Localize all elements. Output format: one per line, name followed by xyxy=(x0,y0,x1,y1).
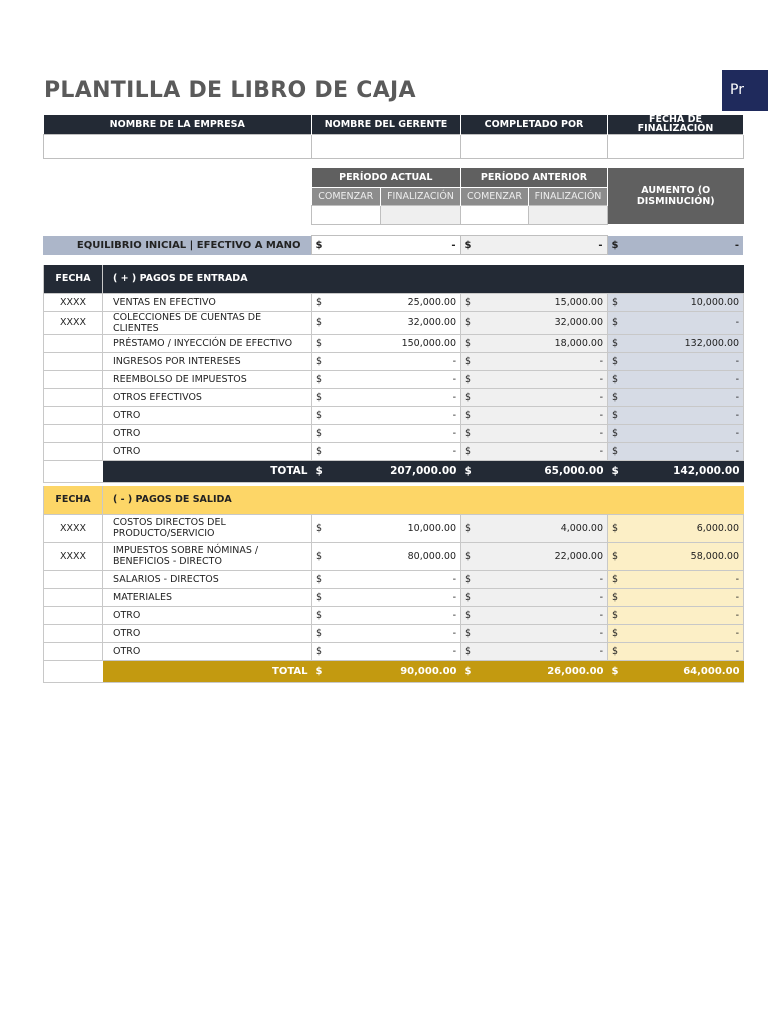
row-date[interactable] xyxy=(44,624,103,642)
table-row xyxy=(44,624,744,642)
row-change-amount[interactable]: $ - xyxy=(608,624,744,642)
row-change-amount[interactable]: $ - xyxy=(608,588,744,606)
row-previous-amount[interactable]: $ - xyxy=(461,352,608,370)
row-previous-amount[interactable]: $ - xyxy=(461,442,608,460)
row-description[interactable]: SALARIOS - DIRECTOS xyxy=(103,570,312,588)
row-change-amount[interactable]: $ - xyxy=(608,311,744,334)
row-previous-amount[interactable]: $ - xyxy=(461,424,608,442)
table-row xyxy=(44,442,744,460)
previous-period-header: PERÍODO ANTERIOR xyxy=(461,168,608,187)
row-description[interactable]: COSTOS DIRECTOS DEL PRODUCTO/SERVICIO xyxy=(103,514,312,542)
row-previous-amount[interactable]: $ - xyxy=(461,388,608,406)
row-date[interactable] xyxy=(44,442,103,460)
row-description[interactable]: OTRO xyxy=(103,606,312,624)
outgoing-section-title: ( - ) PAGOS DE SALIDA xyxy=(103,486,744,514)
row-description[interactable]: OTRO xyxy=(103,442,312,460)
row-change-amount[interactable]: $ 10,000.00 xyxy=(608,293,744,311)
row-change-amount[interactable]: $ 6,000.00 xyxy=(608,514,744,542)
current-start-field[interactable] xyxy=(312,205,381,224)
row-previous-amount[interactable]: $ 15,000.00 xyxy=(461,293,608,311)
table-row xyxy=(44,293,744,311)
previous-start-field[interactable] xyxy=(461,205,529,224)
row-change-amount[interactable]: $ - xyxy=(608,352,744,370)
row-date[interactable]: XXXX xyxy=(44,542,103,570)
row-date[interactable] xyxy=(44,352,103,370)
manager-name-field[interactable] xyxy=(312,134,461,158)
opening-balance-previous[interactable]: $ - xyxy=(460,236,607,255)
opening-balance-label: EQUILIBRIO INICIAL | EFECTIVO A MANO xyxy=(43,236,311,255)
total-previous: $ 65,000.00 xyxy=(461,460,608,482)
row-current-amount[interactable]: $ - xyxy=(312,424,461,442)
row-date[interactable]: XXXX xyxy=(44,514,103,542)
total-row xyxy=(44,460,744,482)
company-info-table xyxy=(43,115,744,159)
end-date-field[interactable] xyxy=(608,134,744,158)
total-label: TOTAL xyxy=(103,660,312,682)
row-description[interactable]: PRÉSTAMO / INYECCIÓN DE EFECTIVO xyxy=(103,334,312,352)
row-previous-amount[interactable]: $ 32,000.00 xyxy=(461,311,608,334)
row-current-amount[interactable]: $ - xyxy=(312,442,461,460)
current-end-label: FINALIZACIÓN xyxy=(381,187,461,205)
current-end-field[interactable] xyxy=(381,205,461,224)
table-row xyxy=(44,606,744,624)
previous-start-label: COMENZAR xyxy=(461,187,529,205)
total-current: $ 90,000.00 xyxy=(312,660,461,682)
row-description[interactable]: MATERIALES xyxy=(103,588,312,606)
row-previous-amount[interactable]: $ - xyxy=(461,570,608,588)
outgoing-payments-table xyxy=(43,486,744,683)
row-description[interactable]: OTRO xyxy=(103,424,312,442)
row-date[interactable] xyxy=(44,406,103,424)
period-table xyxy=(311,168,744,225)
row-date[interactable] xyxy=(44,424,103,442)
row-date[interactable] xyxy=(44,334,103,352)
row-date[interactable]: XXXX xyxy=(44,311,103,334)
row-current-amount[interactable]: $ - xyxy=(312,642,461,660)
row-description[interactable]: REEMBOLSO DE IMPUESTOS xyxy=(103,370,312,388)
row-previous-amount[interactable]: $ - xyxy=(461,588,608,606)
row-description[interactable]: IMPUESTOS SOBRE NÓMINAS / BENEFICIOS - DIRECTO xyxy=(103,542,312,570)
row-date[interactable] xyxy=(44,606,103,624)
previous-end-field[interactable] xyxy=(529,205,608,224)
date-column-header: FECHA xyxy=(44,265,103,293)
table-row xyxy=(44,642,744,660)
row-previous-amount[interactable]: $ - xyxy=(461,642,608,660)
table-row xyxy=(44,388,744,406)
row-current-amount[interactable]: $ - xyxy=(312,352,461,370)
header-manager-name: NOMBRE DEL GERENTE xyxy=(312,115,461,134)
total-blank xyxy=(44,660,103,682)
opening-balance-current[interactable]: $ - xyxy=(311,236,460,255)
row-date[interactable] xyxy=(44,642,103,660)
total-blank xyxy=(44,460,103,482)
row-current-amount[interactable]: $ - xyxy=(312,606,461,624)
row-change-amount[interactable]: $ - xyxy=(608,442,744,460)
table-row xyxy=(44,334,744,352)
row-change-amount[interactable]: $ - xyxy=(608,642,744,660)
previous-end-label: FINALIZACIÓN xyxy=(529,187,608,205)
table-row xyxy=(44,588,744,606)
row-description[interactable]: INGRESOS POR INTERESES xyxy=(103,352,312,370)
increase-header: AUMENTO (O DISMINUCIÓN) xyxy=(608,168,744,224)
row-current-amount[interactable]: $ 10,000.00 xyxy=(312,514,461,542)
row-date[interactable]: XXXX xyxy=(44,293,103,311)
row-date[interactable] xyxy=(44,570,103,588)
table-row xyxy=(44,406,744,424)
row-description[interactable]: COLECCIONES DE CUENTAS DE CLIENTES xyxy=(103,311,312,334)
row-current-amount[interactable]: $ - xyxy=(312,370,461,388)
company-name-field[interactable] xyxy=(44,134,312,158)
row-description[interactable]: OTRO xyxy=(103,624,312,642)
row-previous-amount[interactable]: $ - xyxy=(461,624,608,642)
row-description[interactable]: OTROS EFECTIVOS xyxy=(103,388,312,406)
total-label: TOTAL xyxy=(103,460,312,482)
row-current-amount[interactable]: $ 80,000.00 xyxy=(312,542,461,570)
row-current-amount[interactable]: $ - xyxy=(312,570,461,588)
table-row xyxy=(44,424,744,442)
row-change-amount[interactable]: $ - xyxy=(608,606,744,624)
row-change-amount[interactable]: $ 132,000.00 xyxy=(608,334,744,352)
row-previous-amount[interactable]: $ 18,000.00 xyxy=(461,334,608,352)
completed-by-field[interactable] xyxy=(461,134,608,158)
row-current-amount[interactable]: $ 32,000.00 xyxy=(312,311,461,334)
current-period-header: PERÍODO ACTUAL xyxy=(312,168,461,187)
table-row xyxy=(44,352,744,370)
table-row xyxy=(44,542,744,570)
row-current-amount[interactable]: $ 150,000.00 xyxy=(312,334,461,352)
table-row xyxy=(44,370,744,388)
date-column-header: FECHA xyxy=(44,486,103,514)
row-change-amount[interactable]: $ - xyxy=(608,570,744,588)
row-previous-amount[interactable]: $ 22,000.00 xyxy=(461,542,608,570)
total-change: $ 142,000.00 xyxy=(608,460,744,482)
row-current-amount[interactable]: $ 25,000.00 xyxy=(312,293,461,311)
row-change-amount[interactable]: $ 58,000.00 xyxy=(608,542,744,570)
table-row xyxy=(44,311,744,334)
total-current: $ 207,000.00 xyxy=(312,460,461,482)
row-description[interactable]: OTRO xyxy=(103,642,312,660)
current-start-label: COMENZAR xyxy=(312,187,381,205)
row-date[interactable] xyxy=(44,388,103,406)
row-current-amount[interactable]: $ - xyxy=(312,406,461,424)
total-change: $ 64,000.00 xyxy=(608,660,744,682)
row-change-amount[interactable]: $ - xyxy=(608,370,744,388)
row-previous-amount[interactable]: $ 4,000.00 xyxy=(461,514,608,542)
incoming-section-title: ( + ) PAGOS DE ENTRADA xyxy=(103,265,744,293)
row-previous-amount[interactable]: $ - xyxy=(461,406,608,424)
row-previous-amount[interactable]: $ - xyxy=(461,370,608,388)
page-title: PLANTILLA DE LIBRO DE CAJA xyxy=(44,78,416,103)
opening-balance-change: $ - xyxy=(607,236,743,255)
opening-balance-row xyxy=(43,235,743,255)
header-end-date: FECHA DE FINALIZACIÓN xyxy=(608,115,744,134)
row-current-amount[interactable]: $ - xyxy=(312,624,461,642)
row-description[interactable]: VENTAS EN EFECTIVO xyxy=(103,293,312,311)
row-current-amount[interactable]: $ - xyxy=(312,388,461,406)
row-change-amount[interactable]: $ - xyxy=(608,388,744,406)
table-row xyxy=(44,514,744,542)
table-row xyxy=(44,570,744,588)
row-change-amount[interactable]: $ - xyxy=(608,424,744,442)
header-completed-by: COMPLETADO POR xyxy=(461,115,608,134)
header-company-name: NOMBRE DE LA EMPRESA xyxy=(44,115,312,134)
row-description[interactable]: OTRO xyxy=(103,406,312,424)
row-change-amount[interactable]: $ - xyxy=(608,406,744,424)
total-row xyxy=(44,660,744,682)
incoming-payments-table xyxy=(43,265,744,483)
row-current-amount[interactable]: $ - xyxy=(312,588,461,606)
pr-button[interactable]: Pr xyxy=(722,70,768,111)
row-date[interactable] xyxy=(44,370,103,388)
row-previous-amount[interactable]: $ - xyxy=(461,606,608,624)
row-date[interactable] xyxy=(44,588,103,606)
total-previous: $ 26,000.00 xyxy=(461,660,608,682)
